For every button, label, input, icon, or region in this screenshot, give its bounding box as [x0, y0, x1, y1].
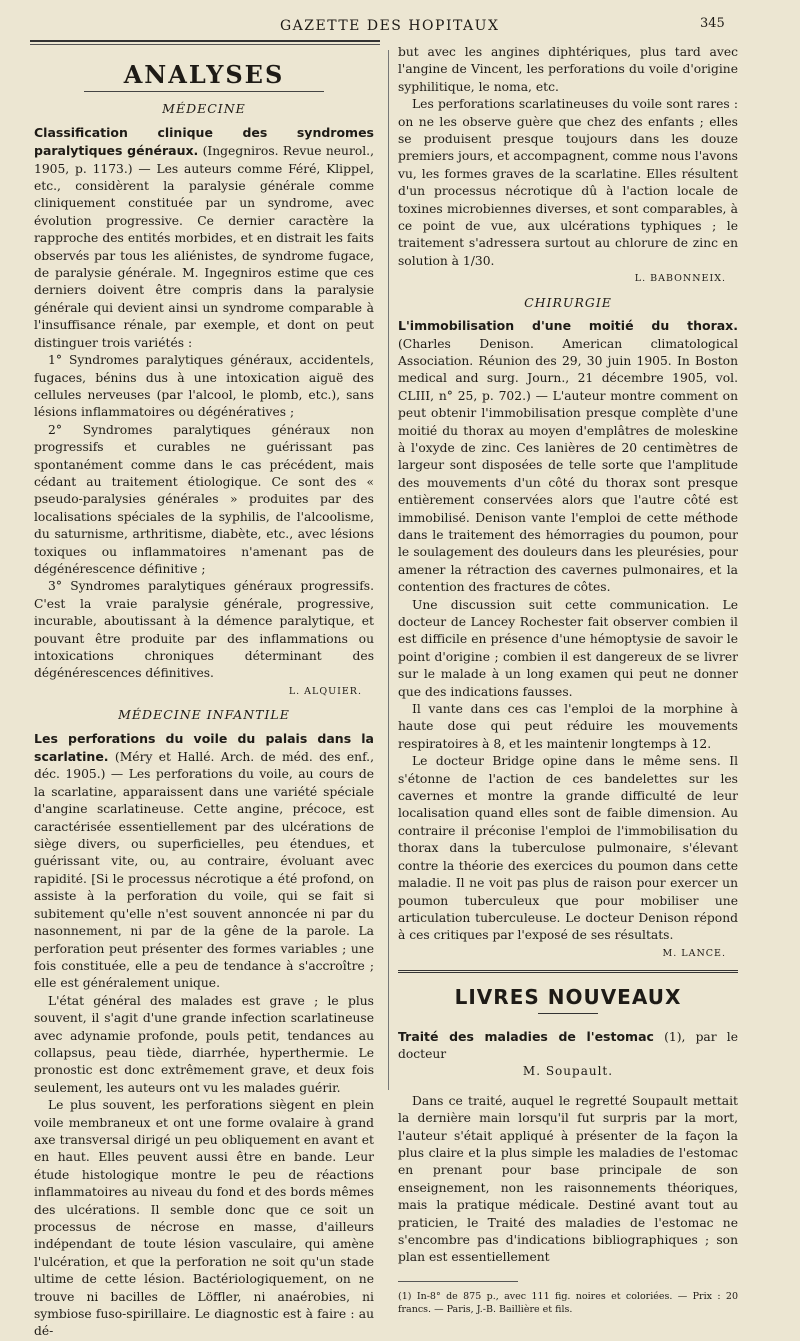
section-rule: [84, 91, 324, 92]
article-1-signature: L. ALQUIER.: [288, 685, 362, 697]
book-footnote-mark: (1),: [664, 1029, 686, 1044]
page-number: 345: [700, 16, 725, 31]
article-1-paragraph-1: Les auteurs comme Féré, Klippel, etc., considèrent la paralysie générale comme cliniquement constituée par un syndrome, avec évolution progressive. Ce dernier caractère la rapproche des entités morbides, et en distrait les faits observés par tous les aliénistes, de syndrome fugace, de paralysie générale. M. Ingegniros estime que ces derniers doivent être compris dans la paralysie générale qui devient ainsi un syndrome comparable à l'insuffisance rénale, par exemple, et dont on peut distinguer trois variétés :: [34, 161, 374, 350]
article-3-reference: (Charles Denison. American climatological Association. Réunion des 29, 30 juin 1905. In Boston medical and surg. Journ., 21 décembre 1905, vol. CLIII, n° 25, p. 702.) —: [398, 336, 738, 403]
article-2-signature: L. BABONNEIX.: [634, 273, 726, 285]
article-2-lead: [34, 730, 374, 993]
article-2-reference: (Méry et Hallé. Arch. de méd. des enf., déc. 1905.) —: [34, 750, 374, 782]
section-medecine: MÉDECINE: [162, 101, 246, 117]
book-review-paragraph: Dans ce traité, auquel le regretté Soupault mettait la dernière main lorsqu'il fut surpris par la mort, l'auteur s'était appliqué à présenter de la façon la plus claire et la plus simple les maladies de l'estomac en prenant pour base principale de son enseignement, non les raisonnements théoriques, mais la pratique médicale. Destiné avant tout au praticien, le Traité des maladies de l'estomac ne s'encombre pas d'indications bibliographiques ; son plan est essentiellement: [398, 1093, 738, 1265]
running-header: [0, 12, 800, 36]
column-divider: [388, 50, 389, 1090]
article-1-title: Classification clinique des syndromes paralytiques généraux.: [34, 124, 374, 159]
article-1-paragraph-4: 3° Syndromes paralytiques généraux progressifs. C'est la vraie paralysie générale, progressive, incurable, aboutissant à la démence paralytique, et pouvant être produite par des inflammations ou intoxications chroniques déterminant des dégénérescences définitives.: [34, 579, 374, 681]
header-rule-thin: [30, 44, 380, 45]
journal-title: GAZETTE DES HOPITAUX: [280, 18, 500, 34]
header-rule: [30, 40, 380, 42]
livres-nouveaux-heading: LIVRES NOUVEAUX: [454, 985, 682, 1010]
article-1-reference: (Ingegniros. Revue neurol., 1905, p. 1173.) —: [34, 144, 374, 176]
article-3-lead: [398, 317, 738, 597]
book-author: M. Soupault.: [522, 1064, 614, 1079]
footnote-rule: [398, 1281, 518, 1282]
article-3-paragraph-3: Il vante dans ces cas l'emploi de la morphine à haute dose qui peut réduire les mouvements respiratoires à 8, et les maintenir longtemps à 12.: [398, 702, 738, 751]
section-medecine-infantile: MÉDECINE INFANTILE: [118, 707, 290, 723]
book-footnote: (1) In-8° de 875 p., avec 111 fig. noires et coloriées. — Prix : 20 francs. — Paris, J.-B. Baillière et fils.: [398, 1290, 738, 1315]
article-2-continuation: but avec les angines diphtériques, plus tard avec l'angine de Vincent, les perforations du voile d'origine syphilitique, le noma, etc.: [398, 45, 738, 94]
article-2-title: Les perforations du voile du palais dans la scarlatine.: [34, 730, 374, 765]
article-3-paragraph-2: Une discussion suit cette communication. Le docteur de Lancey Rochester fait observer combien il est difficile en présence d'une hémoptysie de savoir le point d'origine ; combien il est dangereux de se livrer sur le malade à un long examen qui peut ne donner que des indications fausses.: [398, 597, 738, 699]
book-par: par le docteur: [398, 1029, 738, 1061]
left-column: [34, 58, 374, 1341]
livres-rule: [538, 1013, 598, 1014]
analyses-heading: ANALYSES: [123, 60, 285, 89]
livres-nouveaux-section: [398, 970, 738, 1316]
article-1-paragraph-3: 2° Syndromes paralytiques généraux non progressifs et curables ne guérissant pas spontanément comme dans le cas précédent, mais cédant au traitement étiologique. Ce sont des « pseudo-paralysies générales » produites par des localisations spéciales de la syphilis, de l'alcoolisme, du saturnisme, arthritisme, diabète, etc., avec lésions toxiques ou inflammatoires n'amenant pas de dégénérescence définitive ;: [34, 422, 374, 576]
article-3-title: L'immobilisation d'une moitié du thorax.: [398, 318, 738, 334]
article-1-paragraph-2: 1° Syndromes paralytiques généraux, accidentels, fugaces, bénins dus à une intoxication aiguë des cellules nerveuses (par l'alcool, le plomb, etc.), sans lésions inflammatoires ou dégénératives ;: [34, 353, 374, 420]
article-2-paragraph-4: Les perforations scarlatineuses du voile sont rares : on ne les observe guère que chez des enfants ; elles se produisent presque toujours dans les douze premiers jours, et accompagnent, comme nous l'avons vu, les formes graves de la scarlatine. Elles résultent d'un processus nécrotique dû à l'action locale de toxines microbiennes diverses, et sont comparables, à ce point de vue, aux ulcérations typhiques ; le traitement s'adressera surtout au chlorure de zinc en solution à 1/30.: [398, 97, 738, 268]
book-title-line: [398, 1028, 738, 1064]
section-chirurgie: CHIRURGIE: [524, 294, 612, 310]
article-3-paragraph-1: L'auteur montre comment on peut obtenir l'immobilisation presque complète d'une moitié du thorax au moyen d'emplâtres de moleskine à l'oxyde de zinc. Ces lanières de 20 centimètres de largeur sont disposées de telle sorte que l'amplitude des mouvements d'un côté du thorax sont presque entièrement conservées alors que l'autre côté est immobilisé. Denison vante l'emploi de cette méthode dans le traitement des hémorragies du poumon, pour le soulagement des douleurs dans les pleurésies, pour amener la rétraction des cavernes pulmonaires, et la contention des fractures de côtes.: [398, 388, 738, 595]
article-3-paragraph-4: Le docteur Bridge opine dans le même sens. Il s'étonne de l'action de ces bandelettes sur les cavernes et montre la grande difficulté de leur localisation quand elles sont de faible dimension. Au contraire il préconise l'emploi de l'immobilisation du thorax dans la tuberculose pulmonaire, s'élevant contre la théorie des exercices du poumon dans cette maladie. Il ne voit pas plus de raison pour exercer un poumon tuberculeux que pour mobiliser une articulation tuberculeuse. Le docteur Denison répond à ces critiques par l'exposé de ses résultats.: [398, 754, 738, 943]
article-2-paragraph-3: Le plus souvent, les perforations siègent en plein voile membraneux et ont une forme ovalaire à grand axe transversal dirigé un peu obliquement en avant et en haut. Elles peuvent aussi être en bande. Leur étude histologique montre le peu de réactions inflammatoires au niveau du fond et des bords mêmes des ulcérations. Il semble donc que ce soit un processus de nécrose en masse, d'ailleurs indépendant de toute lésion vasculaire, qui amène l'ulcération, et que la perforation ne soit qu'un stade ultime de cette lésion. Bactériologiquement, on ne trouve ni bacilles de Löffler, ni anaérobies, ni symbiose fuso-spirillaire. Le diagnostic est à faire : au dé-: [34, 1098, 374, 1339]
book-title: Traité des maladies de l'estomac: [398, 1028, 654, 1044]
article-3-signature: M. LANCE.: [662, 947, 726, 959]
article-2-paragraph-2: L'état général des malades est grave ; le plus souvent, il s'agit d'une grande infection scarlatineuse avec adynamie profonde, pouls petit, tendances au collapsus, peau tiède, diarrhée, hyperthermie. Le pronostic est donc extrêmement grave, et deux fois seulement, les auteurs ont vu les malades guérir.: [34, 993, 374, 1095]
article-1-lead: [34, 124, 374, 352]
right-column: [398, 44, 738, 1316]
article-2-paragraph-1: Les perforations du voile, au cours de la scarlatine, apparaissent dans une variété spéciale d'angine scarlatineuse. Cette angine, précoce, est caractérisée essentiellement par des ulcérations de siège divers, ou superficielles, peu étendues, et guérissant vite, ou, au contraire, évoluant avec rapidité. [Si le processus nécrotique a été profond, on assiste à la perforation du voile, qui se fait si subitement qu'elle n'est souvent annoncée ni par du nasonnement, ni par de la gêne de la parole. La perforation peut présenter des formes variables ; une fois constituée, elle a peu de tendance à s'accroître ; elle est généralement unique.: [34, 767, 374, 991]
